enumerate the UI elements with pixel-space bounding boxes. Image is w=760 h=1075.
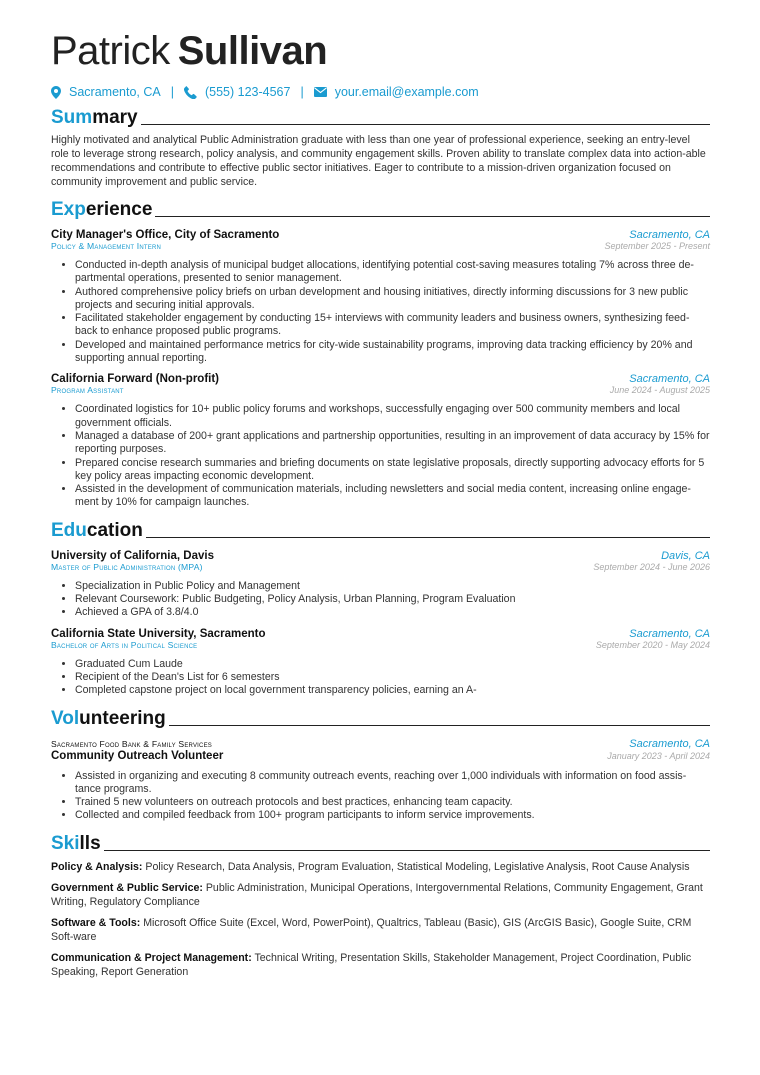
list-item: • Achieved a GPA of 3.8/4.0 bbox=[75, 606, 710, 619]
list-item: • Prepared concise research summaries and briefing documents on state legislative proposals, directly supporting advocacy efforts for 5 key policy areas impacting economic development. bbox=[75, 457, 710, 484]
bullet-list bbox=[51, 770, 710, 823]
school-name: University of California, Davis bbox=[51, 549, 214, 562]
section-title: Education bbox=[51, 519, 143, 541]
list-item: • Recipient of the Dean's List for 6 semesters bbox=[75, 671, 710, 684]
list-item: • Completed capstone project on local government transparency policies, earning an A- bbox=[75, 684, 710, 697]
degree-title: Bachelor of Arts in Political Science bbox=[51, 639, 198, 650]
entry-location: Sacramento, CA bbox=[629, 229, 710, 241]
list-item: • Developed and maintained performance metrics for city-wide sustainability programs, improving data tracking efficiency by 20% and supporting annual reporting. bbox=[75, 339, 710, 366]
section-title: Volunteering bbox=[51, 707, 166, 729]
list-item: • Conducted in-depth analysis of municipal budget allocations, identifying potential cost-saving measures totaling 7% across three de-partmental operations, presented to senior management. bbox=[75, 259, 710, 286]
list-item: • Authored comprehensive policy briefs on urban development and housing initiatives, directly informing discussions for 3 new public projects and securing initial approvals. bbox=[75, 286, 710, 313]
list-item: • Relevant Coursework: Public Budgeting, Policy Analysis, Urban Planning, Program Evaluation bbox=[75, 593, 710, 606]
list-item: • Trained 5 new volunteers on outreach protocols and best practices, enhancing team capacity. bbox=[75, 796, 710, 809]
employer-name: California Forward (Non-profit) bbox=[51, 373, 220, 386]
section-rule bbox=[104, 850, 710, 851]
education-entry bbox=[51, 628, 710, 698]
contact-separator: | bbox=[170, 85, 174, 99]
first-name: Patrick bbox=[51, 29, 170, 73]
bullet-list bbox=[51, 259, 710, 365]
section-title: Experience bbox=[51, 199, 153, 220]
entry-dates: September 2020 - May 2024 bbox=[595, 639, 710, 650]
bullet-list bbox=[51, 580, 710, 620]
skill-group-label: Government & Public Service: bbox=[51, 881, 203, 894]
skill-group-items: Technical Writing, Presentation Skills, Stakeholder Management, Project Coordination, Public Speaking, Report Generation bbox=[51, 951, 692, 978]
job-title: Policy & Management Intern bbox=[51, 241, 162, 251]
contact-bar bbox=[51, 85, 710, 99]
skill-group bbox=[51, 951, 710, 979]
skill-group-items: Microsoft Office Suite (Excel, Word, PowerPoint), Qualtrics, Tableau (Basic), GIS (ArcGIS Basic), Google Suite, CRM Soft-ware bbox=[51, 916, 692, 943]
summary-heading bbox=[51, 107, 710, 129]
education-entry bbox=[51, 550, 710, 620]
candidate-name bbox=[51, 28, 710, 74]
entry-dates: June 2024 - August 2025 bbox=[609, 385, 710, 396]
entry-dates: September 2024 - June 2026 bbox=[593, 561, 710, 572]
envelope-icon bbox=[314, 87, 327, 97]
list-item: • Specialization in Public Policy and Management bbox=[75, 580, 710, 593]
summary-text: Highly motivated and analytical Public Administration graduate with less than one year of professional experience, seeking an entry-level role to leverage strong research, policy analysis, and community engagement skills. Proven ability to translate complex data into action-able recommendations and contribute to effective public sector initiatives. Eager to contribute to a mission-driven organization focused on community improvement and public service. bbox=[51, 134, 706, 188]
last-name: Sullivan bbox=[177, 29, 328, 73]
phone-icon bbox=[184, 86, 197, 99]
employer-name: City Manager's Office, City of Sacramento bbox=[51, 229, 280, 241]
experience-entry bbox=[51, 373, 710, 509]
skill-group bbox=[51, 916, 710, 944]
skill-group-items: Public Administration, Municipal Operations, Intergovernmental Relations, Community Engagement, Grant Writing, Regulatory Compliance bbox=[51, 881, 703, 908]
skill-group-items: Policy Research, Data Analysis, Program Evaluation, Statistical Modeling, Legislative Analysis, Root Cause Analysis bbox=[145, 860, 690, 873]
section-rule bbox=[146, 537, 710, 538]
list-item: • Collected and compiled feedback from 100+ program participants to inform service improvements. bbox=[75, 809, 710, 822]
entry-location: Sacramento, CA bbox=[629, 627, 710, 640]
skill-group-label: Communication & Project Management: bbox=[51, 951, 252, 964]
entry-location: Sacramento, CA bbox=[629, 737, 710, 750]
education-heading bbox=[51, 520, 710, 542]
contact-separator: | bbox=[300, 85, 304, 99]
entry-dates: January 2023 - April 2024 bbox=[607, 750, 710, 761]
email-link[interactable]: your.email@example.com bbox=[334, 85, 479, 99]
contact-location bbox=[51, 85, 161, 99]
entry-location: Davis, CA bbox=[661, 549, 710, 562]
skills-heading bbox=[51, 833, 710, 855]
bullet-list bbox=[51, 403, 710, 509]
experience-heading bbox=[51, 199, 710, 221]
phone-text[interactable]: (555) 123-4567 bbox=[204, 85, 291, 99]
experience-entry bbox=[51, 229, 710, 365]
section-rule bbox=[141, 124, 710, 125]
entry-dates: September 2025 - Present bbox=[604, 241, 710, 251]
skill-group-label: Policy & Analysis: bbox=[51, 860, 143, 873]
list-item: • Managed a database of 200+ grant applications and partnership opportunities, resulting in an improvement of data accuracy by 15% for reporting purposes. bbox=[75, 430, 710, 457]
skill-group bbox=[51, 860, 710, 874]
section-rule bbox=[155, 216, 710, 217]
entry-location: Sacramento, CA bbox=[629, 373, 710, 386]
contact-phone bbox=[184, 85, 290, 99]
map-pin-icon bbox=[51, 86, 61, 99]
volunteering-heading bbox=[51, 708, 710, 730]
list-item: • Graduated Cum Laude bbox=[75, 658, 710, 671]
list-item: • Assisted in the development of communication materials, including newsletters and social media content, increasing online engage-ment by 10% for campaign launches. bbox=[75, 483, 710, 510]
volunteering-entry bbox=[51, 738, 710, 823]
skill-group-label: Software & Tools: bbox=[51, 916, 141, 929]
list-item: • Assisted in organizing and executing 8 community outreach events, reaching over 1,000 individuals with information on food assis-tance programs. bbox=[75, 770, 710, 797]
job-title: Program Assistant bbox=[51, 385, 124, 396]
location-text: Sacramento, CA bbox=[69, 85, 161, 99]
section-title: Skills bbox=[51, 832, 101, 854]
bullet-list bbox=[51, 658, 710, 698]
list-item: • Facilitated stakeholder engagement by conducting 15+ interviews with community leaders and business owners, synthesizing feed-back to enhance proposed public programs. bbox=[75, 312, 710, 339]
section-rule bbox=[169, 725, 710, 726]
section-title: Summary bbox=[51, 107, 138, 128]
school-name: California State University, Sacramento bbox=[51, 627, 266, 640]
organization-name: Sacramento Food Bank & Family Services bbox=[51, 738, 212, 749]
skill-group bbox=[51, 881, 710, 909]
volunteer-title: Community Outreach Volunteer bbox=[51, 749, 224, 762]
contact-email bbox=[314, 85, 479, 99]
list-item: • Coordinated logistics for 10+ public policy forums and workshops, successfully engaging over 500 community members and local government officials. bbox=[75, 403, 710, 430]
degree-title: Master of Public Administration (MPA) bbox=[51, 561, 203, 572]
